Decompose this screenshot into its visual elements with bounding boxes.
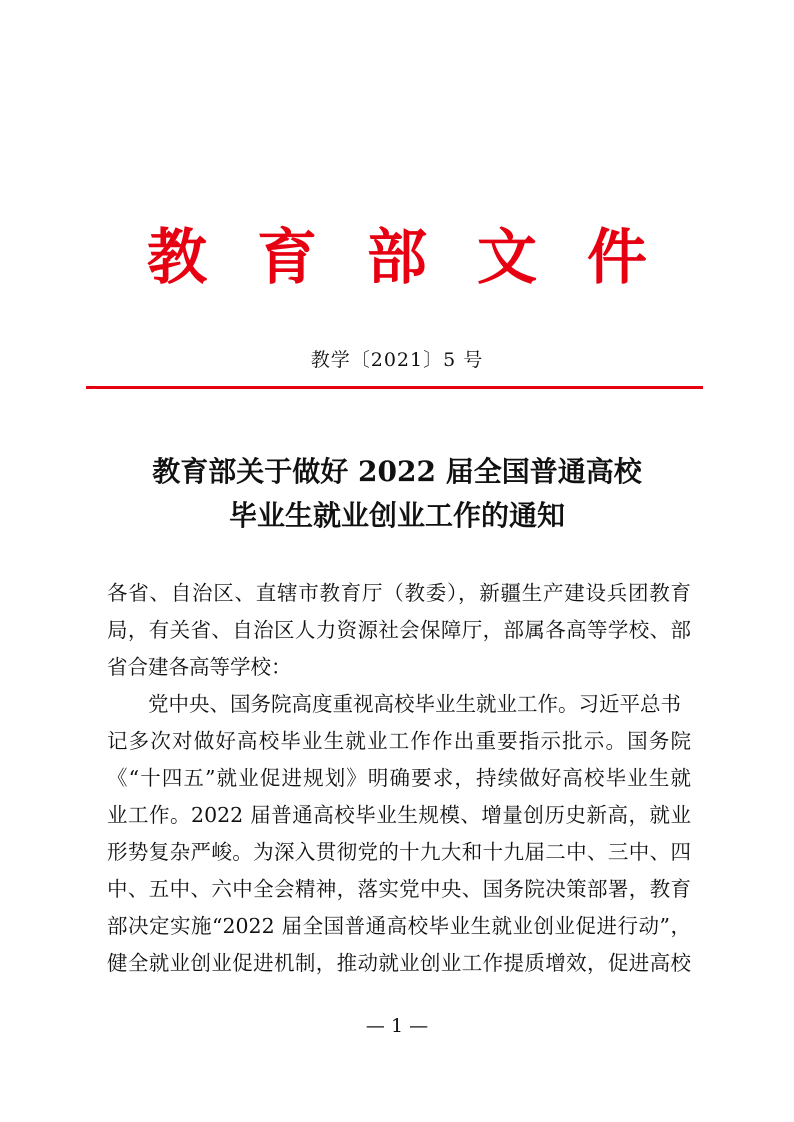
document-masthead [0,222,794,294]
paragraph-line: 业工作。2022 届普通高校毕业生规模、增量创历史新高，就业 [107,803,691,827]
document-number: 教学〔2021〕5 号 [310,349,484,371]
page-number: — 1 — [365,1015,429,1037]
red-separator-line [86,386,703,389]
paragraph-line: 部决定实施“2022 届全国普通高校毕业生就业创业促进行动”， [107,914,691,938]
paragraph-line: 健全就业创业促进机制，推动就业创业工作提质增效，促进高校 [107,951,691,975]
paragraph-line: 《“十四五”就业促进规划》明确要求，持续做好高校毕业生就 [107,766,691,790]
title-line: 教育部关于做好 2022 届全国普通高校 [152,455,642,488]
body-paragraph [107,686,691,982]
masthead-char: 件 [587,223,647,293]
masthead-char: 教 [147,223,207,293]
document-body [107,575,691,982]
title-line: 毕业生就业创业工作的通知 [228,499,565,532]
masthead-char: 部 [367,223,427,293]
document-title [0,450,794,538]
masthead-char: 育 [257,223,317,293]
addressee-line: 局，有关省、自治区人力资源社会保障厅，部属各高等学校、部 [107,618,691,642]
addressee-line: 省合建各高等学校： [107,655,292,679]
paragraph-line: 党中央、国务院高度重视高校毕业生就业工作。习近平总书 [107,692,681,716]
paragraph-line: 中、五中、六中全会精神，落实党中央、国务院决策部署，教育 [107,877,691,901]
addressee-block [107,575,691,686]
paragraph-line: 形势复杂严峻。为深入贯彻党的十九大和十九届二中、三中、四 [107,840,691,864]
addressee-line: 各省、自治区、直辖市教育厅（教委），新疆生产建设兵团教育 [107,581,691,605]
masthead-char: 文 [477,223,537,293]
paragraph-line: 记多次对做好高校毕业生就业工作作出重要指示批示。国务院 [107,729,691,753]
